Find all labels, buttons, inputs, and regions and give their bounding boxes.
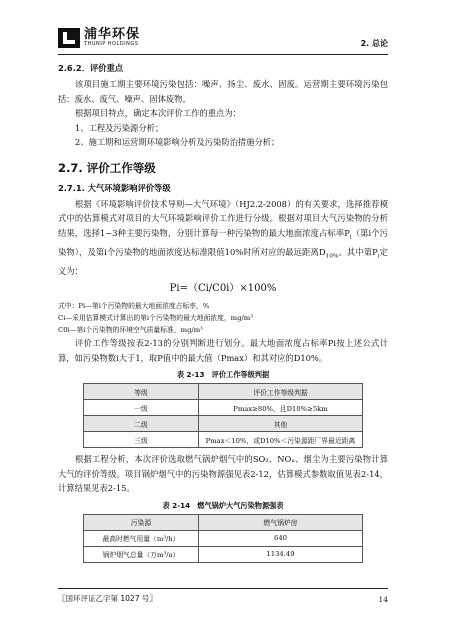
company-logo: [58, 28, 140, 48]
table-cell: 其他: [199, 416, 363, 432]
table-cell: 最高时燃气用量（m³/h）: [84, 530, 199, 546]
formula-note: C0i—第i个污染物的环境空气质量标准，mg/m³: [58, 326, 203, 335]
list-item: 1、工程及污染源分析；: [75, 122, 164, 133]
table-cell: Pmax＜10%，或D10%＜污染源距厂界最近距离: [199, 432, 363, 448]
formula: Pi=（Ci/C0i）×100%: [169, 283, 277, 295]
table-row: [84, 546, 363, 562]
table-header-row: [84, 514, 363, 530]
table-cell: 1134.49: [199, 546, 363, 562]
paragraph: 根据工程分析，本次评价选取燃气锅炉烟气中的SO₂、NOₓ、烟尘为主要污染物计算大气的评价等级。项目锅炉烟气中的污染物源强见表2-12，估算模式参数取值见表2-14，计算结果见表2-15。: [58, 454, 388, 494]
main-content: [58, 58, 388, 563]
table-header-cell: 燃气锅炉房: [199, 514, 363, 530]
section-heading-2-7: 2.7. 评价工作等级: [58, 160, 156, 175]
table-row: [84, 432, 363, 448]
table-row: [84, 416, 363, 432]
section-heading-2-7-1: 2.7.1. 大气环境影响评价等级: [58, 182, 171, 193]
page-footer: [58, 588, 388, 609]
paragraph: 根据项目特点，确定本次评价工作的重点为：: [75, 108, 241, 118]
grade-criteria-table: [83, 383, 363, 448]
table-cell: 二级: [84, 416, 199, 432]
table-caption: 表 2-13 评价工作等级判据: [176, 370, 270, 380]
table-header-cell: 评价工作等级判据: [199, 384, 363, 400]
page-number: 14: [378, 595, 388, 604]
certificate-number: 〖国环评证乙字第 1027 号〗: [58, 594, 157, 603]
table-cell: Pmax≥80%，且D10%≥5km: [199, 400, 363, 416]
section-heading-2-6-2: 2.6.2．评价重点: [58, 63, 124, 73]
formula-note: 式中：Pi—第i个污染物的最大地面浓度占标率，%: [58, 302, 210, 311]
chapter-label: 2. 总论: [360, 39, 388, 48]
paragraph: 评价工作等级按表2-13的分别判断进行划分。最大地面浓度占标率Pi按上述公式计算，如污染物数i大于1，取P值中的最大值（Pmax）和其对应的D10%。: [58, 338, 388, 363]
table-header-row: [84, 384, 363, 400]
page-header: [58, 24, 388, 55]
logo-cn: 浦华环保: [84, 27, 141, 42]
logo-en: THUNIP HOLDINGS: [84, 41, 139, 47]
table-cell: 一级: [84, 400, 199, 416]
table-cell: 锅炉烟气总量（万m³/a）: [84, 546, 199, 562]
list-item: 2、施工期和运营期环境影响分析及污染防治措施分析；: [75, 137, 280, 147]
formula-note: Ci—采用估算模式计算出的第i个污染物的最大地面浓度，mg/m³: [58, 314, 253, 323]
table-header-cell: 等级: [84, 384, 199, 400]
paragraph: 根据《环境影响评价技术导则—大气环境》（HJ2.2-2008）的有关要求，选择推荐模式中的估算模式对项目的大气环境影响评价工作进行分级。根据对项目大气污染物的分析结果，选择1~3种主要污染物，分别计算每一种污染物的最大地面浓度占标率$P_i$（第i个污染物），及第i个污染物的地面浓度达标准限值10%时所对应的最远距离$D_{10\%}$。其中第$P_i$定义为：: [58, 198, 388, 276]
logo-text: [84, 28, 140, 48]
paragraph: 该项目施工期主要环境污染包括：噪声、扬尘、废水、固废。运营期主要环境污染包括：废水、废气、噪声、固体废物。: [58, 79, 388, 104]
logo-mark-icon: [58, 28, 80, 48]
table-row: [84, 530, 363, 546]
table-caption: 表 2-14 燃气锅炉大气污染物源强表: [162, 500, 284, 510]
table-row: [84, 400, 363, 416]
emission-source-table: [83, 514, 363, 563]
table-cell: 三级: [84, 432, 199, 448]
table-cell: 640: [199, 530, 363, 546]
table-header-cell: 污染源: [84, 514, 199, 530]
